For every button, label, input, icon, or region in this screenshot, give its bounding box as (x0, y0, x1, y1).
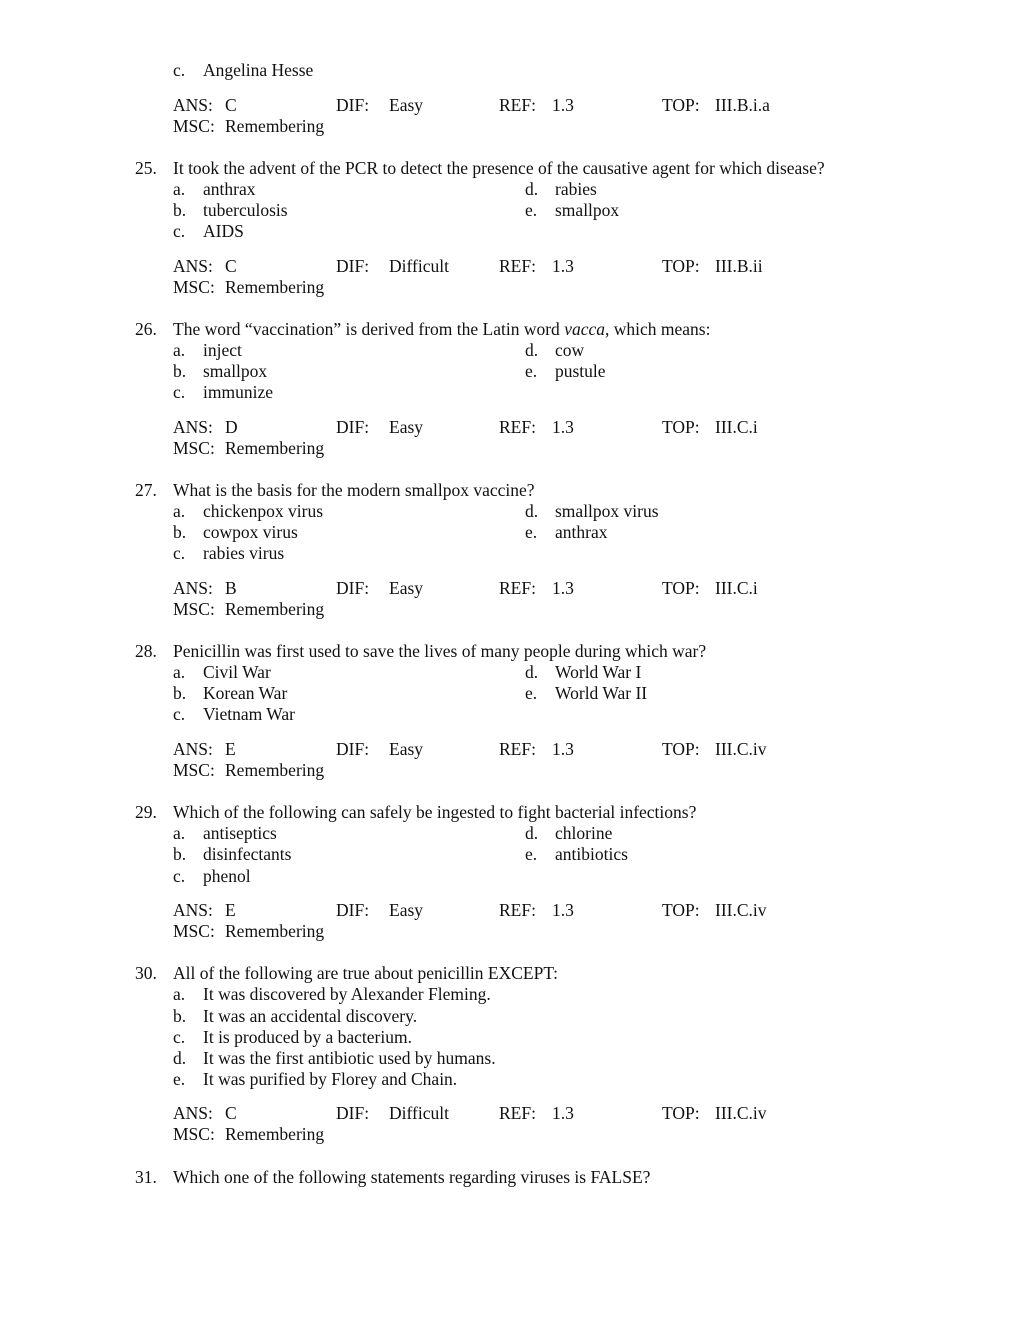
top-label: TOP: (662, 417, 700, 437)
option-letter: a. (173, 340, 186, 360)
ans-value: C (225, 256, 237, 276)
msc-value: Remembering (225, 116, 325, 136)
top-value: III.C.iv (715, 1103, 767, 1123)
ref-value: 1.3 (552, 417, 574, 437)
option-letter: d. (525, 179, 539, 199)
ans-value: E (225, 900, 236, 920)
question-text: Penicillin was first used to save the lives of many people during which war? (173, 641, 707, 661)
top-label: TOP: (662, 578, 700, 598)
ref-label: REF: (499, 417, 536, 437)
msc-value: Remembering (225, 438, 325, 458)
option-letter: b. (173, 844, 187, 864)
option-letter: a. (173, 823, 186, 843)
ref-value: 1.3 (552, 739, 574, 759)
dif-label: DIF: (336, 900, 370, 920)
option-text: smallpox virus (555, 501, 659, 521)
option-letter: a. (173, 501, 186, 521)
option-text: Vietnam War (203, 704, 295, 724)
dif-label: DIF: (336, 417, 370, 437)
option-text: anthrax (555, 522, 608, 542)
top-value: III.C.iv (715, 739, 767, 759)
dif-value: Easy (389, 95, 424, 115)
ref-label: REF: (499, 900, 536, 920)
top-label: TOP: (662, 95, 700, 115)
option-text: tuberculosis (203, 200, 288, 220)
option-letter: d. (525, 823, 539, 843)
msc-value: Remembering (225, 277, 325, 297)
option-letter: e. (525, 200, 538, 220)
option-letter: d. (525, 501, 539, 521)
msc-label: MSC: (173, 760, 215, 780)
option-text: pustule (555, 361, 606, 381)
option-text: rabies virus (203, 543, 285, 563)
option-text: antiseptics (203, 823, 277, 843)
dif-value: Easy (389, 739, 424, 759)
question-text-post: , which means: (605, 319, 711, 339)
option-letter: c. (173, 866, 186, 886)
option-letter: c. (173, 60, 186, 80)
question-number: 25. (135, 158, 157, 178)
option-letter: b. (173, 683, 187, 703)
top-label: TOP: (662, 739, 700, 759)
top-value: III.B.ii (715, 256, 763, 276)
option-letter: d. (525, 340, 539, 360)
dif-label: DIF: (336, 578, 370, 598)
option-text: inject (203, 340, 242, 360)
question-text (173, 318, 710, 340)
ans-label: ANS: (173, 900, 213, 920)
top-label: TOP: (662, 900, 700, 920)
msc-label: MSC: (173, 921, 215, 941)
option-letter: e. (525, 522, 538, 542)
question-number: 30. (135, 963, 157, 983)
question-text: It took the advent of the PCR to detect the presence of the causative agent for which disease? (173, 158, 825, 178)
question-text-pre: The word “vaccination” is derived from the Latin word (173, 319, 565, 339)
option-text: It was purified by Florey and Chain. (203, 1069, 458, 1089)
option-text: antibiotics (555, 844, 628, 864)
question-number: 29. (135, 802, 157, 822)
msc-value: Remembering (225, 599, 325, 619)
ref-value: 1.3 (552, 1103, 574, 1123)
dif-value: Easy (389, 900, 424, 920)
ans-value: C (225, 1103, 237, 1123)
ref-label: REF: (499, 578, 536, 598)
top-label: TOP: (662, 256, 700, 276)
msc-value: Remembering (225, 1124, 325, 1144)
option-text: smallpox (203, 361, 268, 381)
ans-label: ANS: (173, 256, 213, 276)
question-text: Which of the following can safely be ingested to fight bacterial infections? (173, 802, 697, 822)
option-text: smallpox (555, 200, 620, 220)
msc-label: MSC: (173, 116, 215, 136)
ref-label: REF: (499, 1103, 536, 1123)
dif-value: Easy (389, 417, 424, 437)
dif-label: DIF: (336, 1103, 370, 1123)
ans-value: D (225, 417, 238, 437)
option-text: It was an accidental discovery. (203, 1006, 418, 1026)
option-letter: b. (173, 1006, 187, 1026)
option-text: phenol (203, 866, 251, 886)
option-letter: b. (173, 361, 187, 381)
option-letter: a. (173, 179, 186, 199)
option-text: AIDS (203, 221, 244, 241)
option-text: Korean War (203, 683, 288, 703)
option-letter: a. (173, 662, 186, 682)
dif-label: DIF: (336, 95, 370, 115)
option-letter: c. (173, 382, 186, 402)
ref-label: REF: (499, 739, 536, 759)
question-number: 27. (135, 480, 157, 500)
option-letter: c. (173, 704, 186, 724)
option-text: cowpox virus (203, 522, 298, 542)
ref-value: 1.3 (552, 256, 574, 276)
question-text: What is the basis for the modern smallpox vaccine? (173, 480, 535, 500)
option-text: It was the first antibiotic used by humans. (203, 1048, 496, 1068)
ref-value: 1.3 (552, 578, 574, 598)
option-letter: c. (173, 1027, 186, 1047)
ans-label: ANS: (173, 739, 213, 759)
option-letter: b. (173, 200, 187, 220)
top-value: III.C.i (715, 578, 758, 598)
question-text: All of the following are true about penicillin EXCEPT: (173, 963, 559, 983)
option-text: World War I (555, 662, 642, 682)
option-text: anthrax (203, 179, 256, 199)
option-text: It was discovered by Alexander Fleming. (203, 984, 491, 1004)
ref-value: 1.3 (552, 95, 574, 115)
option-letter: b. (173, 522, 187, 542)
option-letter: d. (173, 1048, 187, 1068)
option-letter: e. (525, 844, 538, 864)
option-text: cow (555, 340, 585, 360)
msc-value: Remembering (225, 921, 325, 941)
ans-label: ANS: (173, 578, 213, 598)
option-letter: c. (173, 543, 186, 563)
option-text: Angelina Hesse (203, 60, 314, 80)
ans-value: E (225, 739, 236, 759)
option-text: World War II (555, 683, 648, 703)
option-letter: c. (173, 221, 186, 241)
latin-word: vacca (564, 319, 605, 339)
dif-value: Difficult (389, 256, 449, 276)
top-value: III.B.i.a (715, 95, 770, 115)
dif-label: DIF: (336, 256, 370, 276)
dif-value: Easy (389, 578, 424, 598)
ans-value: B (225, 578, 237, 598)
option-text: disinfectants (203, 844, 292, 864)
top-label: TOP: (662, 1103, 700, 1123)
option-text: chlorine (555, 823, 613, 843)
option-letter: e. (173, 1069, 186, 1089)
top-value: III.C.iv (715, 900, 767, 920)
option-text: Civil War (203, 662, 271, 682)
question-text: Which one of the following statements regarding viruses is FALSE? (173, 1167, 651, 1187)
option-letter: d. (525, 662, 539, 682)
question-number: 26. (135, 319, 157, 339)
ref-label: REF: (499, 95, 536, 115)
option-text: rabies (555, 179, 597, 199)
option-text: chickenpox virus (203, 501, 324, 521)
msc-label: MSC: (173, 599, 215, 619)
msc-label: MSC: (173, 1124, 215, 1144)
ans-label: ANS: (173, 95, 213, 115)
ans-value: C (225, 95, 237, 115)
top-value: III.C.i (715, 417, 758, 437)
dif-label: DIF: (336, 739, 370, 759)
option-letter: a. (173, 984, 186, 1004)
ref-label: REF: (499, 256, 536, 276)
option-text: It is produced by a bacterium. (203, 1027, 412, 1047)
ans-label: ANS: (173, 417, 213, 437)
option-text: immunize (203, 382, 273, 402)
ref-value: 1.3 (552, 900, 574, 920)
option-letter: e. (525, 361, 538, 381)
question-number: 31. (135, 1167, 157, 1187)
ans-label: ANS: (173, 1103, 213, 1123)
option-letter: e. (525, 683, 538, 703)
dif-value: Difficult (389, 1103, 449, 1123)
msc-label: MSC: (173, 438, 215, 458)
msc-value: Remembering (225, 760, 325, 780)
question-number: 28. (135, 641, 157, 661)
msc-label: MSC: (173, 277, 215, 297)
